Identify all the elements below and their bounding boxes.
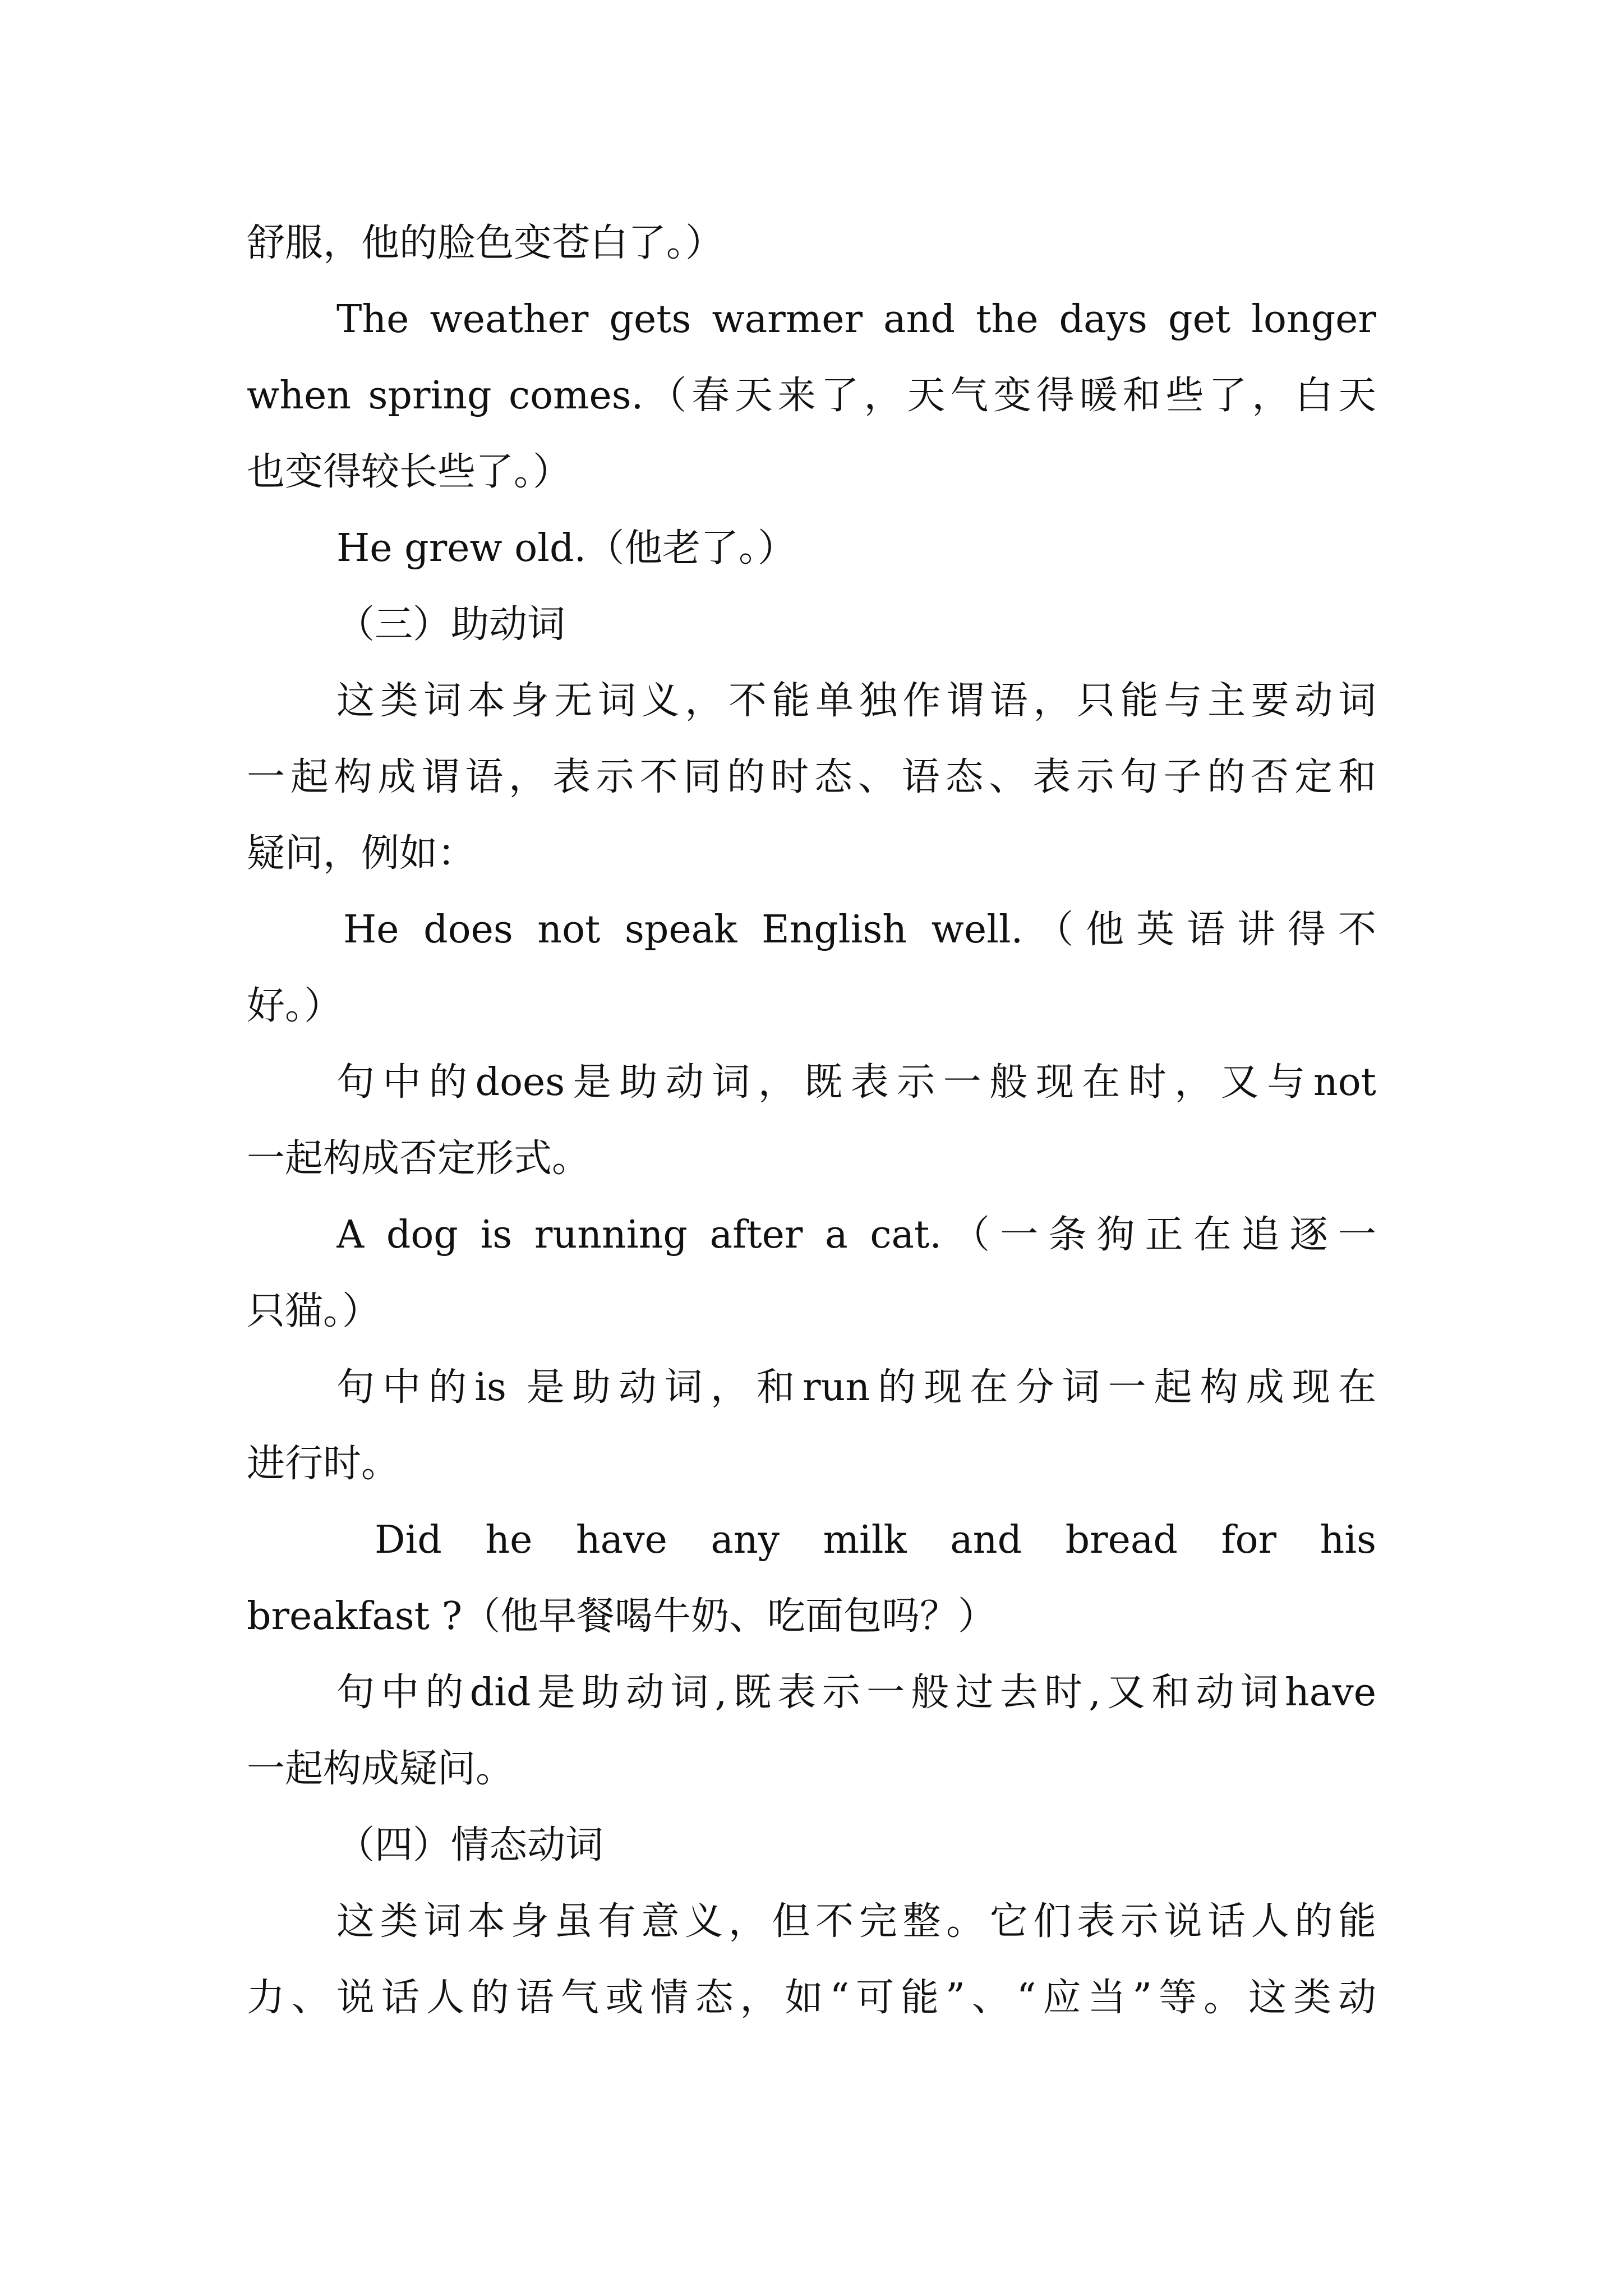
text-line: Did he have any milk and bread for his xyxy=(375,1518,1376,1562)
text-line: The weather gets warmer and the days get longer xyxy=(336,297,1376,342)
section-heading: （四）情态动词 xyxy=(336,1823,604,1867)
text-line: He does not speak English well.（他英语讲得不 xyxy=(343,908,1376,952)
text-line: 疑问，例如： xyxy=(247,831,476,876)
text-line: 一起构成谓语，表示不同的时态、语态、表示句子的否定和 xyxy=(247,755,1376,799)
text-line: 好。） xyxy=(247,984,343,1028)
text-line: 句中的does是助动词，既表示一般现在时，又与not xyxy=(336,1060,1376,1105)
section-heading: （三）助动词 xyxy=(336,602,566,647)
text-line: He grew old.（他老了。） xyxy=(336,526,796,570)
text-line: 一起构成疑问。 xyxy=(247,1747,514,1791)
text-line: when spring comes.（春天来了，天气变得暖和些了，白天 xyxy=(247,374,1376,418)
text-line: 只猫。） xyxy=(247,1289,381,1333)
text-line: 句中的is 是助动词，和run的现在分词一起构成现在 xyxy=(336,1365,1376,1410)
text-line: 也变得较长些了。） xyxy=(247,450,571,494)
text-line: 句中的did是助动词,既表示一般过去时,又和动词have xyxy=(336,1671,1376,1715)
text-line: breakfast ?（他早餐喝牛奶、吃面包吗？） xyxy=(247,1594,997,1639)
text-line: 进行时。 xyxy=(247,1442,400,1486)
text-line: 这类词本身虽有意义，但不完整。它们表示说话人的能 xyxy=(336,1899,1376,1944)
text-line: 这类词本身无词义，不能单独作谓语，只能与主要动词 xyxy=(336,679,1376,723)
text-line: 舒服，他的脸色变苍白了。） xyxy=(247,221,724,265)
text-line: A dog is running after a cat.（一条狗正在追逐一 xyxy=(336,1213,1376,1257)
text-line: 一起构成否定形式。 xyxy=(247,1137,591,1181)
text-line: 力、说话人的语气或情态，如“可能”、“应当”等。这类动 xyxy=(247,1976,1376,2020)
